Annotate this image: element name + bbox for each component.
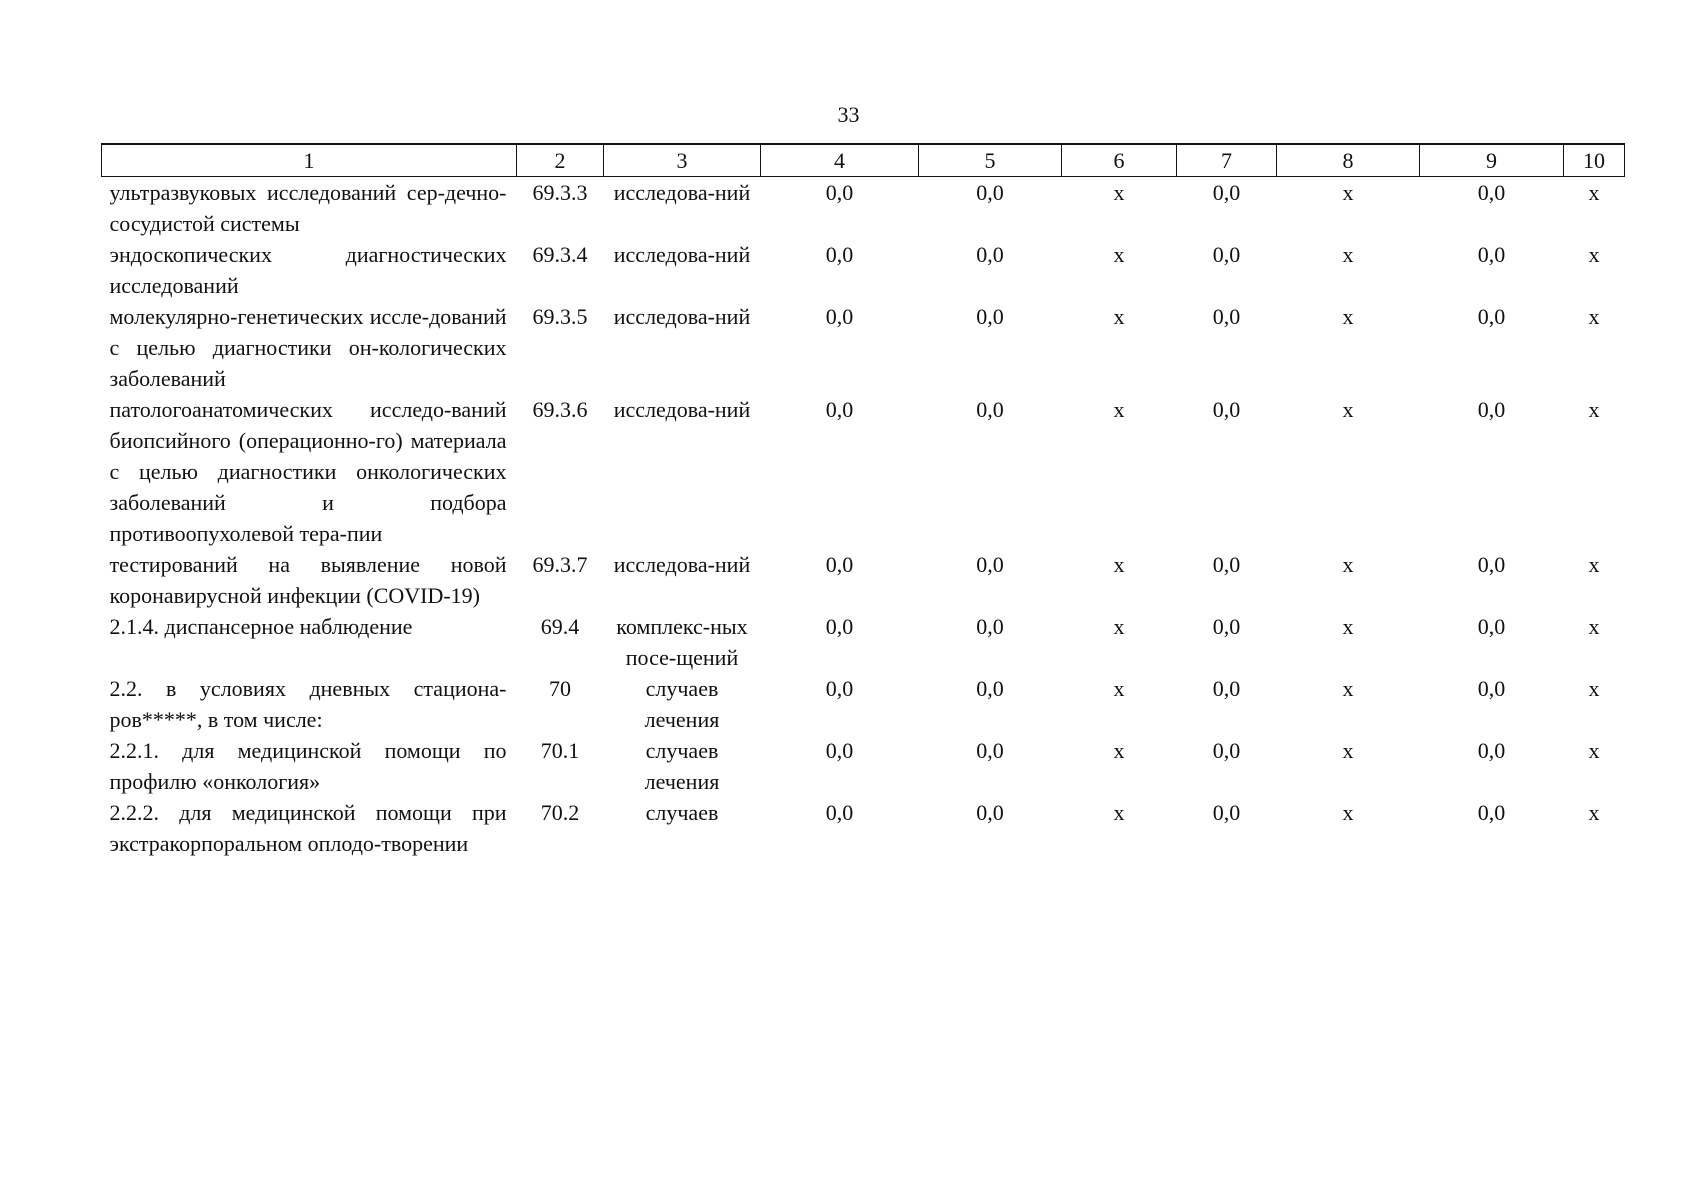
row-name-cell: патологоанатомических исследо-ваний биопсийного (операционно-го) материала с целью диагностики онкологических заболеваний и подбора противоопухолевой тера-пии [109, 397, 507, 546]
row-unit-cell: исследова-ний [613, 180, 751, 205]
row-value-cell-4: 0,0 [825, 614, 854, 639]
row-unit-cell: случаев лечения [644, 738, 720, 794]
row-value-cell-6: х [1113, 738, 1125, 763]
header-col-8: 8 [1277, 144, 1420, 177]
row-value-cell-10: х [1588, 242, 1600, 267]
row-value-cell-8: х [1342, 552, 1354, 577]
header-col-7: 7 [1177, 144, 1277, 177]
row-value-cell-10: х [1588, 738, 1600, 763]
table-row [102, 611, 1625, 673]
row-value-cell-8: х [1342, 614, 1354, 639]
table-row [102, 301, 1625, 394]
row-name-cell: 2.2.2. для медицинской помощи при экстракорпоральном оплодо-творении [109, 800, 507, 856]
row-value-cell-8: х [1342, 800, 1354, 825]
row-value-cell-7: 0,0 [1212, 676, 1241, 701]
row-code-cell: 70 [549, 676, 571, 701]
row-value-cell-8: х [1342, 180, 1354, 205]
row-value-cell-4: 0,0 [825, 738, 854, 763]
row-value-cell-5: 0,0 [976, 242, 1004, 267]
header-col-10: 10 [1564, 144, 1625, 177]
row-value-cell-6: х [1113, 614, 1125, 639]
row-value-cell-5: 0,0 [976, 614, 1004, 639]
row-value-cell-9: 0,0 [1477, 242, 1506, 267]
row-value-cell-9: 0,0 [1477, 738, 1506, 763]
header-col-5: 5 [919, 144, 1062, 177]
row-value-cell-8: х [1342, 738, 1354, 763]
row-value-cell-10: х [1588, 800, 1600, 825]
row-value-cell-9: 0,0 [1477, 304, 1506, 329]
row-unit-cell: исследова-ний [613, 397, 751, 422]
table-header [102, 144, 1625, 177]
row-value-cell-9: 0,0 [1477, 800, 1506, 825]
row-name-cell: молекулярно-генетических иссле-дований с целью диагностики он-кологических заболеваний [109, 304, 507, 391]
row-name-cell: 2.1.4. диспансерное наблюдение [109, 614, 413, 639]
header-col-6: 6 [1062, 144, 1177, 177]
row-value-cell-6: х [1113, 552, 1125, 577]
row-value-cell-9: 0,0 [1477, 180, 1506, 205]
row-value-cell-4: 0,0 [825, 676, 854, 701]
row-value-cell-7: 0,0 [1212, 180, 1241, 205]
data-table [101, 143, 1625, 859]
row-unit-cell: исследова-ний [613, 304, 751, 329]
row-value-cell-5: 0,0 [976, 800, 1004, 825]
row-value-cell-8: х [1342, 304, 1354, 329]
row-value-cell-7: 0,0 [1212, 242, 1241, 267]
row-value-cell-7: 0,0 [1212, 614, 1241, 639]
header-col-1: 1 [102, 144, 517, 177]
row-code-cell: 69.3.6 [532, 397, 588, 422]
row-value-cell-4: 0,0 [825, 552, 854, 577]
header-row [102, 144, 1625, 177]
row-value-cell-7: 0,0 [1212, 800, 1241, 825]
row-value-cell-4: 0,0 [825, 242, 854, 267]
table-row [102, 394, 1625, 549]
row-value-cell-10: х [1588, 552, 1600, 577]
row-value-cell-5: 0,0 [976, 676, 1004, 701]
row-code-cell: 70.2 [540, 800, 580, 825]
page-number: 33 [837, 102, 860, 127]
header-col-4: 4 [761, 144, 919, 177]
row-value-cell-4: 0,0 [825, 304, 854, 329]
row-value-cell-10: х [1588, 614, 1600, 639]
table-row [102, 797, 1625, 859]
row-value-cell-9: 0,0 [1477, 552, 1506, 577]
row-value-cell-10: х [1588, 676, 1600, 701]
row-value-cell-7: 0,0 [1212, 304, 1241, 329]
row-value-cell-10: х [1588, 304, 1600, 329]
row-value-cell-8: х [1342, 397, 1354, 422]
row-code-cell: 69.4 [540, 614, 580, 639]
row-name-cell: эндоскопических диагностических исследований [109, 242, 507, 298]
row-name-cell: 2.2. в условиях дневных стациона-ров*****, в том числе: [109, 676, 507, 732]
table-row [102, 673, 1625, 735]
row-name-cell: тестирований на выявление новой коронавирусной инфекции (COVID-19) [109, 552, 507, 608]
header-col-3: 3 [604, 144, 761, 177]
row-unit-cell: комплекс-ных посе-щений [616, 614, 748, 670]
row-unit-cell: исследова-ний [613, 552, 751, 577]
row-value-cell-5: 0,0 [976, 304, 1004, 329]
table-row [102, 735, 1625, 797]
row-value-cell-8: х [1342, 242, 1354, 267]
header-col-9: 9 [1420, 144, 1564, 177]
row-value-cell-4: 0,0 [825, 180, 854, 205]
row-unit-cell: случаев лечения [644, 676, 720, 732]
row-unit-cell: случаев [645, 800, 719, 825]
row-unit-cell: исследова-ний [613, 242, 751, 267]
row-value-cell-9: 0,0 [1477, 676, 1506, 701]
row-value-cell-10: х [1588, 180, 1600, 205]
row-value-cell-6: х [1113, 304, 1125, 329]
row-value-cell-6: х [1113, 800, 1125, 825]
table-row [102, 177, 1625, 240]
row-value-cell-4: 0,0 [825, 397, 854, 422]
header-col-2: 2 [517, 144, 604, 177]
row-code-cell: 69.3.7 [532, 552, 588, 577]
table-row [102, 549, 1625, 611]
row-code-cell: 69.3.5 [532, 304, 588, 329]
row-value-cell-5: 0,0 [976, 180, 1004, 205]
table-body [102, 177, 1625, 860]
row-value-cell-7: 0,0 [1212, 738, 1241, 763]
row-code-cell: 70.1 [540, 738, 580, 763]
row-value-cell-6: х [1113, 180, 1125, 205]
row-value-cell-10: х [1588, 397, 1600, 422]
table-row [102, 239, 1625, 301]
row-value-cell-5: 0,0 [976, 738, 1004, 763]
row-value-cell-5: 0,0 [976, 552, 1004, 577]
row-value-cell-5: 0,0 [976, 397, 1004, 422]
row-value-cell-7: 0,0 [1212, 552, 1241, 577]
row-value-cell-6: х [1113, 242, 1125, 267]
row-value-cell-6: х [1113, 676, 1125, 701]
row-code-cell: 69.3.3 [532, 180, 588, 205]
row-code-cell: 69.3.4 [532, 242, 588, 267]
row-value-cell-8: х [1342, 676, 1354, 701]
row-value-cell-9: 0,0 [1477, 614, 1506, 639]
row-value-cell-4: 0,0 [825, 800, 854, 825]
row-name-cell: 2.2.1. для медицинской помощи по профилю «онкология» [109, 738, 507, 794]
row-name-cell: ультразвуковых исследований сер-дечно-сосудистой системы [109, 180, 507, 236]
row-value-cell-6: х [1113, 397, 1125, 422]
row-value-cell-7: 0,0 [1212, 397, 1241, 422]
row-value-cell-9: 0,0 [1477, 397, 1506, 422]
